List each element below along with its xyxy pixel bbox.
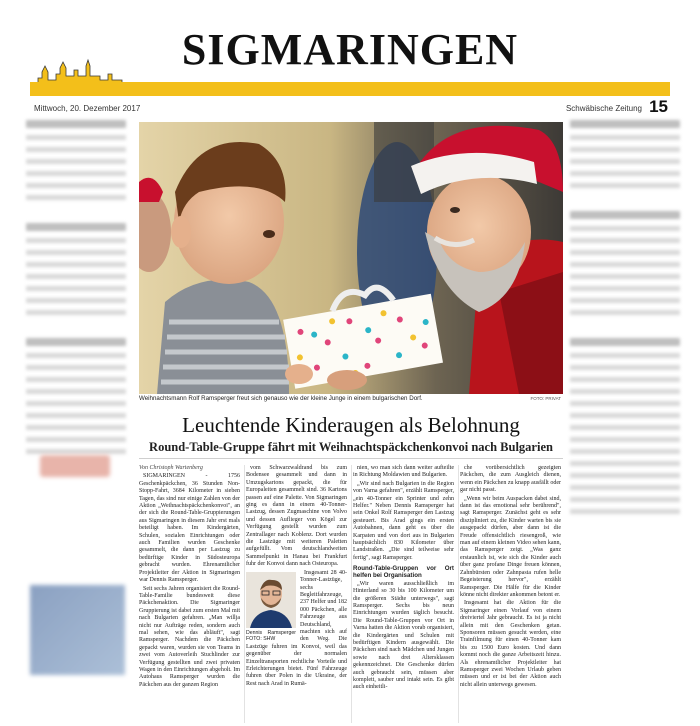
paragraph: „Wenn wir beim Auspacken dabei sind, dann ist das emotional sehr berührend", sagt Ramsperger. Zunächst geht es sehr diszipliniert zu, die Kinder warten bis sie ausgepackt dürfen, aber dann ist die Freude offensichtlich riesengroß, wie man auf einem kleinen Video sehen kann, das Ramsperger zeigt. „Was ganz erstaunlich ist, wie sich die Kinder auch über ganz profane Dinge freuen können, Zahnbürsten oder Zahnpasta rufen helle Begeisterung hervor", erzählt Ramsperger. Die Hälfe für die Kinder könne nicht direkter ankommen betont er. [460, 495, 561, 598]
neighbor-column-left [26, 120, 126, 461]
paragraph: Insgesamt 28 40-Tonner-Lastzüge, sechs Begleitfahrzeuge, 237 Helfer und 182 000 Päckchen, alle Fahrzeuge aus Deutschland, machten sich auf den Weg. Die Lastzüge fuhren im Konvoi, weil das gegenüber der normalen Einzeltransporten rechtliche Vorteile und Erleichterungen bietet. Fünf Fahrzeuge fuhren über Polen in die Ukraine, der Rest nach Arad in Rumä- [246, 569, 347, 687]
section-title: SIGMARINGEN [181, 25, 519, 74]
article-headline: Leuchtende Kinderaugen als Belohnung [182, 413, 520, 437]
article-byline: Von Christoph Wartenberg [139, 465, 203, 471]
masthead [30, 18, 670, 116]
paragraph: Insgesamt hat die Aktion für die Sigmaringer einen Vorlauf von einem dreiviertel Jahr gebraucht. Es ist ja nicht allein mit den Geschenken getan. Sponsoren müssen gesucht werden, eine Trainfilmung für einen 40-Tonner kam bis zu 1500 Euro kosten. Und dann kommt noch die ganze Arbeitszeit hinzu. Als ehrenamtlicher Projektleiter hat Ramsperger zwei Wochen Urlaub geben müssen und er ist bei der Aktion auch nicht allein unterwegs gewesen. [460, 600, 561, 688]
portrait-caption: Dennis Ramsperger FOTO: SHW [246, 629, 296, 642]
portrait-block [246, 572, 296, 642]
article-column-2 [246, 465, 347, 689]
santa-and-child-photo [139, 122, 563, 394]
article-photo [139, 122, 563, 394]
neighbor-photo [30, 585, 125, 675]
neighbor-column-right [570, 120, 680, 521]
masthead-rule [30, 82, 670, 96]
issue-date: Mittwoch, 20. Dezember 2017 [34, 104, 141, 113]
paragraph: Seit sechs Jahren organisiert die Round-Table-Familie bundesweit diese Päckchenaktion. Die Sigmaringer Gruppierung ist dabei zum ersten Mal mit nach Bulgarien gefahren. „Man willja nicht nur Aufträge reden, sondern auch mal sehen, wie das abläuft", sagt Ramsperger. Nachdem die Päckchen gepackt waren, wurden sie von Teams in zwei vom Autoverleih Stuchlinder zur Verfügung gestellten und zwei privaten Wagen in den Einrichtungen abgeholt. Im Autohaus Ramsperger wurden die Päckchen aus der ganzen Region [139, 585, 240, 688]
column-divider [351, 465, 352, 723]
article-subhead: Round-Table-Gruppe fährt mit Weihnachtspäckchenkonvoi nach Bulgarien [149, 440, 553, 454]
article-subheading: Round-Table-Gruppen vor Ort helfen bei Organisation [353, 565, 454, 580]
photo-caption: Weihnachtsmann Rolf Ramsperger freut sich genauso wie der kleine Junge in einem bulgarischen Dorf. [139, 395, 423, 402]
article-column-4 [460, 465, 561, 690]
paragraph: nien, wo man sich dann weiter aufteilte in Richtung Moldawien und Bulgarien. [353, 465, 454, 479]
paragraph: che vorübersichtlich gezeigten Päckchen, die zum Ausgleich dienen, wenn ein Päckchen zu knapp ausfällt oder gar nicht passt. [460, 465, 561, 494]
headline-rule [139, 458, 563, 459]
portrait-photo [246, 572, 296, 628]
neighbor-ad-badge [40, 455, 110, 477]
paragraph: vom Schwarzwaldrand bis zum Bodensee gesammelt und dann in Umzugskartons gepackt, die für Europaleiten gesammelt sind. 36 Kartons passen auf eine Palette. Von Sigmaringen ging es dann in einem 40-Tonner-Lastzug, dessen Zugmaschine von Volvo und dessen Auflieger von Kögel zur Verfügung gestellt wurden zum Zentrallager nach Koblenz. Dort wurden die Lastzüge mit weiteren Paletten aufgefüllt. Vom deutschlandweiten Sammelpunkt in Hanau bei Frankfurt fuhr der Konvoi dann nach Osteuropa. [246, 465, 347, 568]
paragraph: „Wir sind nach Bulgarien in die Region von Varna gefahren", erzählt Ramsperger, „ein 40-Tonner ein Sprinter und zehn Helfer." Neben Dennis Ramsperger hat sein Onkel Rolf Ramsperger den Lastzug gesteuert. Bis Arad gings ein ersten Autobahnen, dann geht es über die Karpaten und von dort aus in Bulgarien hauptsächlich 830 Kilometer über Landstraßen. „Die sind teilweise sehr fertig", sagt Ramsperger. [353, 480, 454, 561]
paragraph: SIGMARINGEN - 1756 Geschenkpäckchen, 36 Stunden Non-Stopp-Fahrt, 3684 Kilometer in sieben Tagen, das sind nur einige Zahlen von der Aktion „Weihnachtspäckchenkonvoi", an der sich die Round-Table-Gruppierungen aus Sigmaringen in diesem Jahr erst mals beteiligt haben. Im Kindergärten, Schulen, sozialen Einrichtungen oder auch Familien wurden Geschenke gesammelt, die dann per Lastzug zu bedürftige Kinder in Südosteuropa gebracht wurden. Ehrenamtlicher Projektleiter der Aktion in Sigmaringen war Dennis Ramsperger. [139, 473, 240, 584]
column-divider [458, 465, 459, 723]
article-column-1 [139, 465, 240, 690]
column-divider [244, 465, 245, 723]
paragraph: „Wir waren ausschließlich im Hinterland so 30 bis 100 Kilometer um die größeren Städte unterwegs", sagt Ramsperger. Sechs bis neun Einrichtungen wurden täglich besucht. Die Round-Table-Gruppen vor Ort in Varna hatten die Aktion vorab organisiert, die Kindergärten und Schulen mit bedürftigen Kindern ausgewählt. Die Päckchen sind nach Mädchen und Jungen sowie nach drei Altersklassen gekennzeichnet. Die Geschenke dürfen auch gebraucht sein, müssen aber komplett, sauber und intakt sein. Es gibt auch einheitli- [353, 580, 454, 691]
page-number: 15 [649, 97, 668, 116]
newspaper-name: Schwäbische Zeitung [565, 104, 642, 113]
article-column-3 [353, 465, 454, 693]
photo-credit: FOTO: PRIVAT [530, 396, 561, 401]
